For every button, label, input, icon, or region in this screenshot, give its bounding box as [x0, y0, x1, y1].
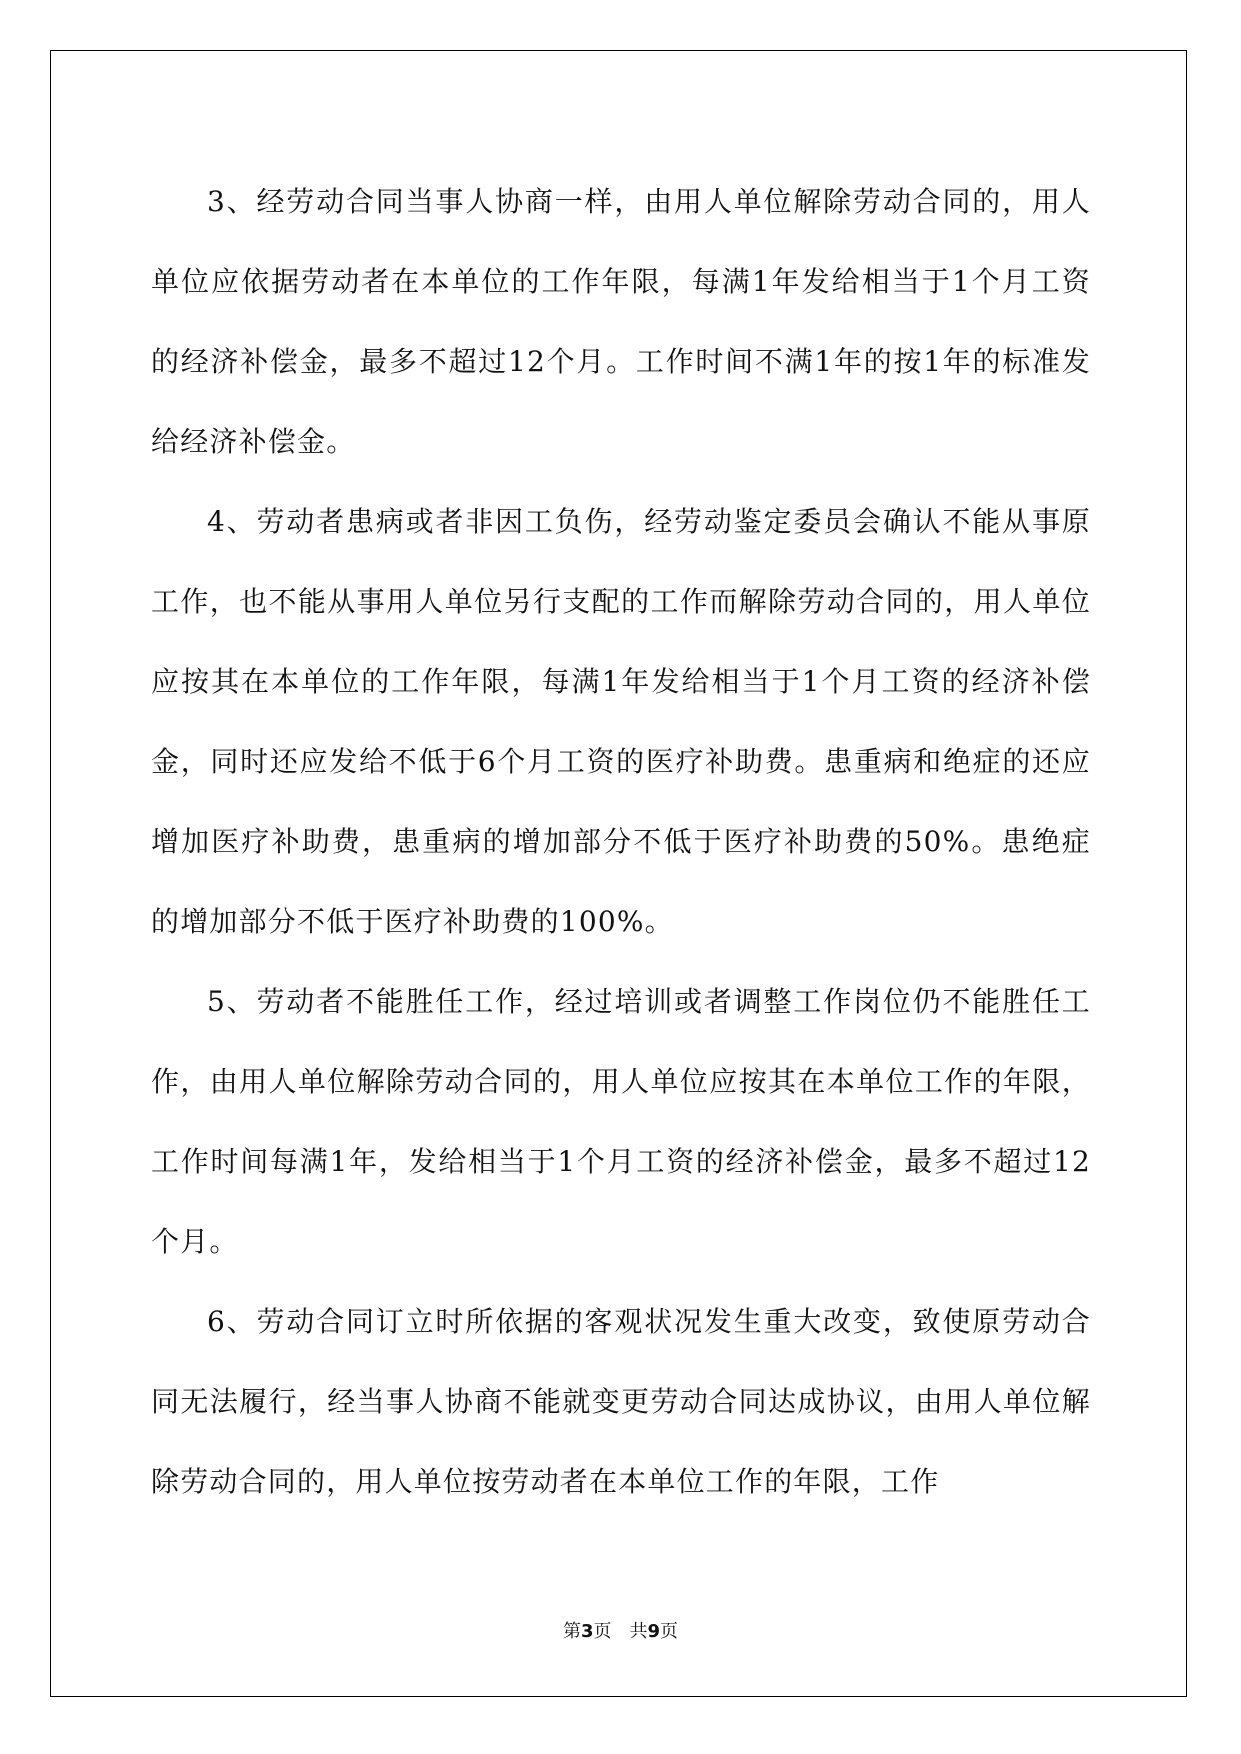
current-page-number: 3 — [580, 1621, 594, 1642]
paragraph-5: 5、劳动者不能胜任工作，经过培训或者调整工作岗位仍不能胜任工作，由用人单位解除劳动合同的，用人单位应按其在本单位工作的年限，工作时间每满1年，发给相当于1个月工资的经济补偿金，最多不超过12个月。 — [151, 985, 1091, 1258]
paragraph-4: 4、劳动者患病或者非因工负伤，经劳动鉴定委员会确认不能从事原工作，也不能从事用人单位另行支配的工作而解除劳动合同的，用人单位应按其在本单位的工作年限，每满1年发给相当于1个月工资的经济补偿金，同时还应发给不低于6个月工资的医疗补助费。患重病和绝症的还应增加医疗补助费，患重病的增加部分不低于医疗补助费的50%。患绝症的增加部分不低于医疗补助费的100%。 — [151, 505, 1091, 938]
paragraph-3: 3、经劳动合同当事人协商一样，由用人单位解除劳动合同的，用人单位应依据劳动者在本单位的工作年限，每满1年发给相当于1个月工资的经济补偿金，最多不超过12个月。工作时间不满1年的按1年的标准发给经济补偿金。 — [151, 185, 1091, 458]
total-page-number: 9 — [647, 1621, 661, 1642]
footer-prefix: 第 — [562, 1621, 581, 1642]
page-footer — [0, 1620, 1241, 1644]
paragraph-6: 6、劳动合同订立时所依据的客观状况发生重大改变，致使原劳动合同无法履行，经当事人协商不能就变更劳动合同达成协议，由用人单位解除劳动合同的，用人单位按劳动者在本单位工作的年限，工作 — [151, 1305, 1091, 1498]
footer-total-unit: 页 — [660, 1621, 679, 1642]
document-body — [151, 162, 1091, 1522]
footer-total-prefix: 共 — [629, 1621, 648, 1642]
footer-page-unit: 页 — [593, 1621, 612, 1642]
